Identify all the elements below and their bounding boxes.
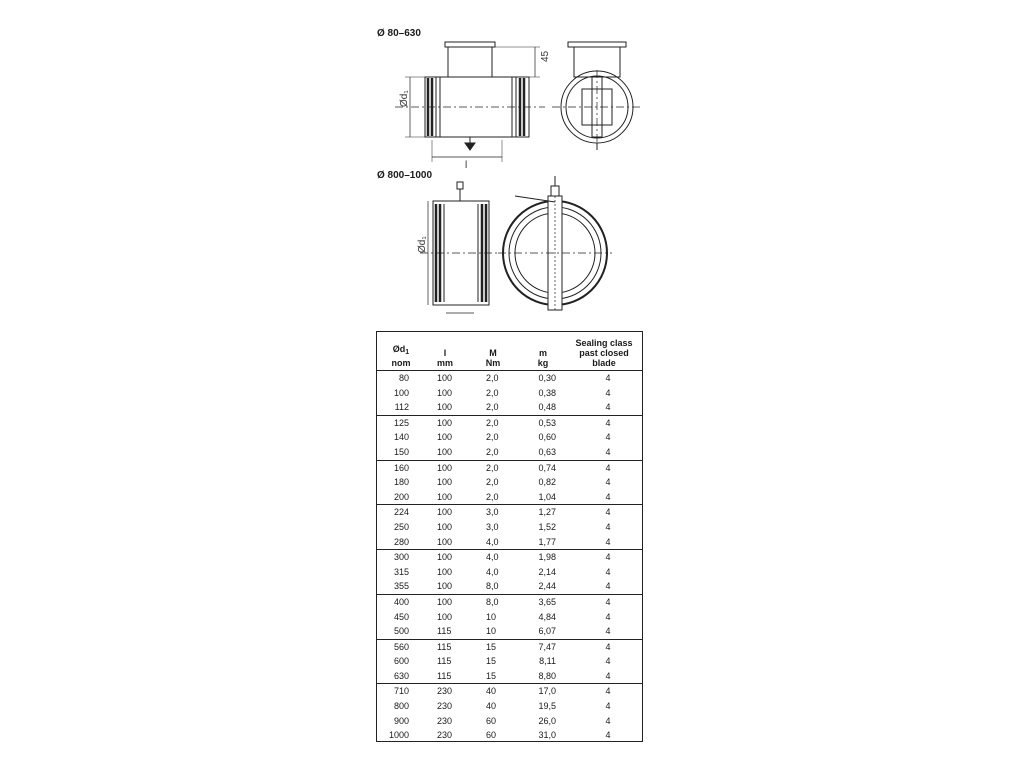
- cell-length: 115: [437, 670, 452, 681]
- cell-sealing-class: 4: [605, 552, 611, 563]
- cell-diameter: 600: [393, 656, 409, 667]
- cell-torque: 60: [486, 715, 497, 726]
- range-label-small: Ø 80–630: [377, 28, 421, 39]
- table-row: [377, 490, 642, 505]
- cell-mass: 6,07: [538, 626, 556, 637]
- cell-diameter: 1000: [388, 730, 409, 741]
- cell-torque: 3,0: [486, 521, 499, 532]
- cell-diameter: 80: [398, 373, 409, 383]
- cell-length: 100: [437, 477, 453, 488]
- cell-diameter: 630: [393, 670, 409, 681]
- cell-sealing-class: 4: [605, 611, 611, 622]
- cell-mass: 0,38: [538, 387, 556, 398]
- header-mass: m kg: [537, 348, 549, 368]
- table-row: [377, 445, 642, 460]
- table-row: [377, 550, 642, 565]
- cell-torque: 2,0: [486, 387, 499, 398]
- cell-sealing-class: 4: [605, 715, 611, 726]
- cell-mass: 0,48: [538, 402, 556, 413]
- cell-length: 100: [437, 373, 453, 383]
- table-row: [377, 624, 642, 639]
- cell-sealing-class: 4: [605, 656, 611, 667]
- dim-length-small: l: [465, 160, 468, 171]
- cell-sealing-class: 4: [605, 462, 611, 473]
- cell-length: 100: [437, 581, 453, 592]
- cell-mass: 7,47: [538, 641, 556, 652]
- cell-torque: 8,0: [486, 596, 499, 607]
- table-row: [377, 684, 642, 699]
- cell-sealing-class: 4: [605, 432, 611, 443]
- cell-torque: 15: [486, 641, 497, 652]
- cell-mass: 4,84: [538, 611, 556, 622]
- cell-length: 100: [437, 521, 453, 532]
- cell-torque: 2,0: [486, 373, 499, 383]
- cell-diameter: 800: [393, 701, 409, 712]
- cell-mass: 0,60: [538, 432, 556, 443]
- cell-diameter: 100: [393, 387, 409, 398]
- cell-length: 100: [437, 566, 453, 577]
- table-row: [377, 400, 642, 415]
- cell-sealing-class: 4: [605, 596, 611, 607]
- cell-torque: 4,0: [486, 566, 499, 577]
- range-label-large: Ø 800–1000: [377, 170, 433, 181]
- cell-diameter: 140: [393, 432, 409, 443]
- cell-diameter: 710: [393, 686, 409, 697]
- table-row: [377, 430, 642, 445]
- side-view-large: [420, 182, 500, 313]
- header-torque: M Nm: [485, 348, 501, 368]
- cell-sealing-class: 4: [605, 730, 611, 741]
- cell-mass: 0,74: [538, 462, 556, 473]
- cell-torque: 40: [486, 686, 497, 697]
- cell-diameter: 300: [393, 552, 409, 563]
- cell-mass: 1,52: [538, 521, 556, 532]
- row-group: [377, 461, 642, 506]
- cell-diameter: 150: [393, 446, 409, 457]
- cell-sealing-class: 4: [605, 373, 611, 383]
- cell-diameter: 450: [393, 611, 409, 622]
- cell-length: 230: [437, 701, 453, 712]
- table-header: [377, 332, 642, 371]
- cell-torque: 2,0: [486, 477, 499, 488]
- cell-mass: 8,80: [538, 670, 556, 681]
- cell-diameter: 250: [393, 521, 409, 532]
- cell-length: 100: [437, 402, 453, 413]
- cell-torque: 3,0: [486, 507, 499, 518]
- cell-length: 115: [437, 626, 452, 637]
- cell-torque: 2,0: [486, 446, 499, 457]
- cell-length: 100: [437, 507, 453, 518]
- cell-diameter: 224: [393, 507, 409, 518]
- dim-diameter-large: Ød₁: [417, 236, 428, 253]
- cell-sealing-class: 4: [605, 491, 611, 502]
- dim-height: 45: [540, 50, 551, 62]
- table-row: [377, 386, 642, 401]
- header-length: l mm: [436, 348, 453, 368]
- table-row: [377, 416, 642, 431]
- cell-torque: 60: [486, 730, 497, 741]
- cell-diameter: 315: [393, 566, 409, 577]
- cell-sealing-class: 4: [605, 581, 611, 592]
- dim-diameter-small: Ød₁: [399, 90, 410, 107]
- cell-mass: 0,63: [538, 446, 556, 457]
- cell-diameter: 280: [393, 536, 409, 547]
- table-row: [377, 475, 642, 490]
- cell-mass: 26,0: [538, 715, 556, 726]
- cell-diameter: 400: [393, 596, 409, 607]
- table-row: [377, 714, 642, 729]
- cell-mass: 1,04: [538, 491, 556, 502]
- cell-torque: 10: [486, 611, 497, 622]
- cell-mass: 17,0: [538, 686, 556, 697]
- cell-sealing-class: 4: [605, 701, 611, 712]
- row-group: [377, 505, 642, 550]
- cell-mass: 8,11: [539, 656, 556, 667]
- row-group: [377, 550, 642, 595]
- cell-torque: 4,0: [486, 552, 499, 563]
- cell-sealing-class: 4: [605, 566, 611, 577]
- cell-sealing-class: 4: [605, 626, 611, 637]
- cell-mass: 0,53: [538, 417, 556, 428]
- cell-mass: 0,82: [538, 477, 556, 488]
- header-sealing-class: Sealing class past closed blade: [575, 338, 633, 368]
- cell-mass: 1,27: [538, 507, 556, 518]
- cell-mass: 31,0: [538, 730, 556, 741]
- cell-diameter: 125: [393, 417, 409, 428]
- cell-length: 115: [437, 641, 452, 652]
- cell-diameter: 112: [394, 402, 409, 413]
- cell-sealing-class: 4: [605, 507, 611, 518]
- table-row: [377, 461, 642, 476]
- cell-torque: 4,0: [486, 536, 499, 547]
- cell-torque: 15: [486, 656, 497, 667]
- cell-length: 100: [437, 552, 453, 563]
- row-group: [377, 416, 642, 461]
- cell-sealing-class: 4: [605, 477, 611, 488]
- cell-length: 230: [437, 686, 453, 697]
- cell-diameter: 355: [393, 581, 409, 592]
- technical-drawings: [0, 0, 1024, 330]
- cell-diameter: 560: [393, 641, 409, 652]
- table-row: [377, 610, 642, 625]
- cell-sealing-class: 4: [605, 387, 611, 398]
- row-group: [377, 684, 642, 742]
- cell-torque: 8,0: [486, 581, 499, 592]
- cell-length: 100: [437, 611, 453, 622]
- cell-mass: 2,44: [538, 581, 556, 592]
- row-group: [377, 595, 642, 640]
- cell-length: 100: [437, 417, 453, 428]
- cell-length: 100: [437, 432, 453, 443]
- table-row: [377, 595, 642, 610]
- cell-length: 115: [437, 656, 452, 667]
- cell-length: 100: [437, 536, 453, 547]
- table-row: [377, 640, 642, 655]
- table-row: [377, 654, 642, 669]
- cell-mass: 1,77: [538, 536, 556, 547]
- table-row: [377, 579, 642, 594]
- data-table: [376, 331, 643, 742]
- cell-diameter: 160: [393, 462, 409, 473]
- cell-sealing-class: 4: [605, 670, 611, 681]
- cell-mass: 2,14: [538, 566, 556, 577]
- table-row: [377, 505, 642, 520]
- cell-diameter: 180: [393, 477, 409, 488]
- front-view-small: [552, 42, 642, 150]
- cell-sealing-class: 4: [605, 521, 611, 532]
- side-view-small: [395, 42, 545, 162]
- table-row: [377, 728, 642, 743]
- cell-diameter: 900: [393, 715, 409, 726]
- cell-torque: 2,0: [486, 432, 499, 443]
- row-group: [377, 640, 642, 685]
- cell-sealing-class: 4: [605, 641, 611, 652]
- cell-length: 100: [437, 462, 453, 473]
- cell-sealing-class: 4: [605, 402, 611, 413]
- cell-torque: 2,0: [486, 417, 499, 428]
- cell-torque: 2,0: [486, 402, 499, 413]
- table-row: [377, 520, 642, 535]
- cell-torque: 10: [486, 626, 497, 637]
- cell-sealing-class: 4: [605, 536, 611, 547]
- cell-length: 100: [437, 596, 453, 607]
- cell-mass: 19,5: [538, 701, 556, 712]
- cell-length: 100: [437, 387, 453, 398]
- table-row: [377, 535, 642, 550]
- cell-length: 230: [437, 730, 453, 741]
- cell-length: 230: [437, 715, 453, 726]
- table-row: [377, 565, 642, 580]
- table-row: [377, 699, 642, 714]
- header-diameter: $Ød_1$ nom: [391, 344, 411, 368]
- cell-mass: 1,98: [538, 552, 556, 563]
- table-row: [377, 371, 642, 386]
- cell-mass: 3,65: [538, 596, 556, 607]
- table-row: [377, 669, 642, 684]
- row-group: [377, 371, 642, 416]
- cell-torque: 2,0: [486, 491, 499, 502]
- cell-length: 100: [437, 446, 453, 457]
- cell-torque: 2,0: [486, 462, 499, 473]
- cell-mass: 0,30: [538, 373, 556, 383]
- cell-diameter: 200: [393, 491, 409, 502]
- cell-sealing-class: 4: [605, 686, 611, 697]
- cell-length: 100: [437, 491, 453, 502]
- table-body: [377, 371, 642, 743]
- cell-torque: 15: [486, 670, 497, 681]
- cell-torque: 40: [486, 701, 497, 712]
- front-view-large: [498, 176, 612, 310]
- cell-diameter: 500: [393, 626, 409, 637]
- cell-sealing-class: 4: [605, 417, 611, 428]
- cell-sealing-class: 4: [605, 446, 611, 457]
